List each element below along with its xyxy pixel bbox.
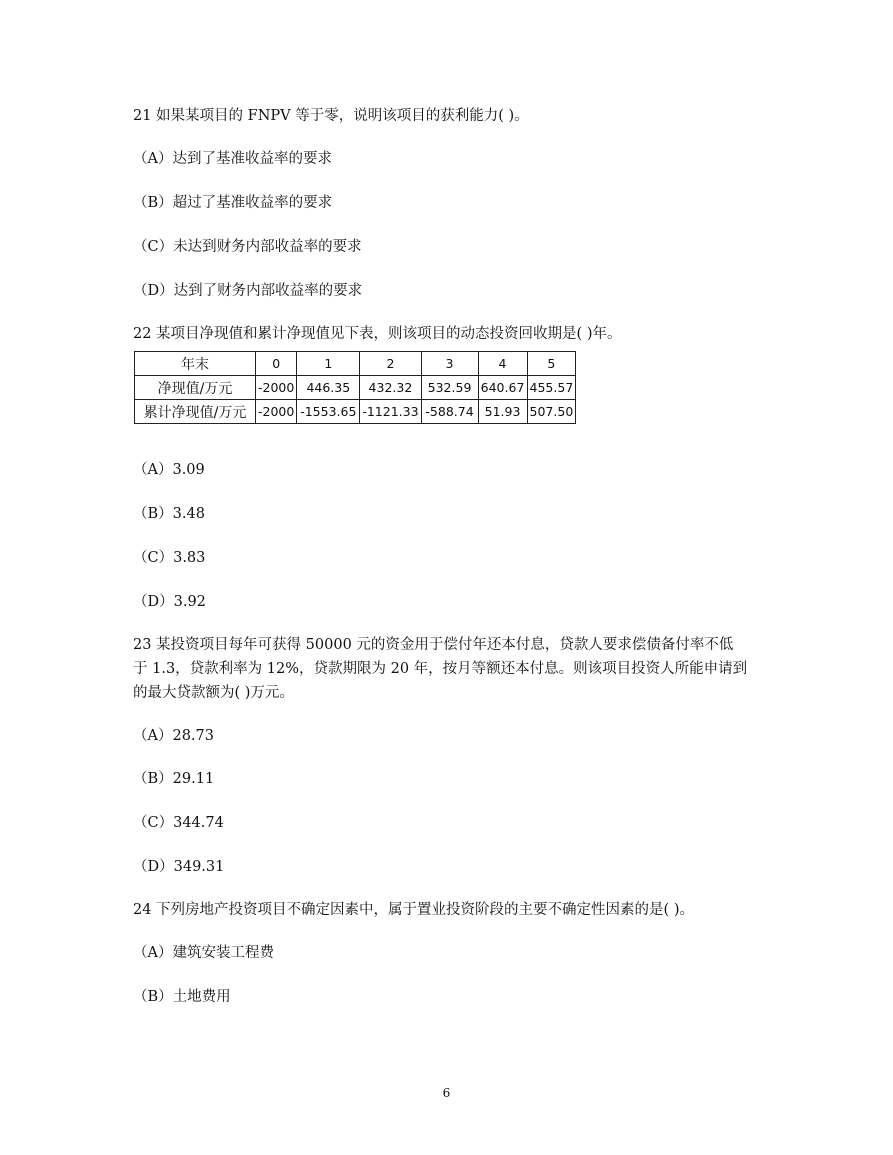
- question-24-stem: 24 下列房地产投资项目不确定因素中，属于置业投资阶段的主要不确定性因素的是( )。: [133, 902, 694, 918]
- question-23-stem-line-3: 的最大贷款额为( )万元。: [133, 685, 294, 701]
- table-cell: -588.74: [421, 400, 478, 424]
- question-23-option-c: （C）344.74: [133, 815, 224, 831]
- page-number: 6: [442, 1086, 451, 1100]
- table-cell: 446.35: [297, 376, 360, 400]
- question-23-option-a: （A）28.73: [133, 728, 214, 744]
- question-21-option-b: （B）超过了基准收益率的要求: [133, 195, 333, 211]
- table-cell: 累计净现值/万元: [135, 400, 256, 424]
- table-cell: -2000: [256, 376, 297, 400]
- question-24-option-b: （B）土地费用: [133, 989, 231, 1005]
- table-cell: 532.59: [421, 376, 478, 400]
- question-22-option-a: （A）3.09: [133, 462, 205, 478]
- npv-table: [134, 351, 576, 424]
- question-23-option-d: （D）349.31: [133, 859, 225, 875]
- question-21-option-d: （D）达到了财务内部收益率的要求: [133, 283, 363, 299]
- table-cell: -1121.33: [360, 400, 421, 424]
- table-cell: 2: [360, 352, 421, 376]
- table-cell: 51.93: [478, 400, 527, 424]
- table-cell: 净现值/万元: [135, 376, 256, 400]
- question-23-option-b: （B）29.11: [133, 771, 215, 787]
- question-23-stem-line-1: 23 某投资项目每年可获得 50000 元的资金用于偿付年还本付息，贷款人要求偿债备付率不低: [133, 637, 734, 653]
- question-22-stem: 22 某项目净现值和累计净现值见下表，则该项目的动态投资回收期是( )年。: [133, 326, 622, 342]
- table-cell: 0: [256, 352, 297, 376]
- table-cell: 455.57: [527, 376, 576, 400]
- table-cell: -2000: [256, 400, 297, 424]
- question-23-stem-line-2: 于 1.3，贷款利率为 12%，贷款期限为 20 年，按月等额还本付息。则该项目投资人所能申请到: [133, 661, 748, 677]
- table-cell: 年末: [135, 352, 256, 376]
- question-22-option-c: （C）3.83: [133, 550, 206, 566]
- table-header-row: [135, 352, 576, 376]
- question-21-stem: 21 如果某项目的 FNPV 等于零，说明该项目的获利能力( )。: [133, 108, 529, 124]
- table-row: [135, 376, 576, 400]
- question-22-option-d: （D）3.92: [133, 594, 206, 610]
- table-cell: 432.32: [360, 376, 421, 400]
- table-cell: -1553.65: [297, 400, 360, 424]
- question-21-option-c: （C）未达到财务内部收益率的要求: [133, 239, 362, 255]
- question-22-option-b: （B）3.48: [133, 506, 205, 522]
- question-24-option-a: （A）建筑安装工程费: [133, 945, 274, 961]
- table-cell: 3: [421, 352, 478, 376]
- table-cell: 4: [478, 352, 527, 376]
- table-cell: 507.50: [527, 400, 576, 424]
- table-row: [135, 400, 576, 424]
- table-cell: 1: [297, 352, 360, 376]
- table-cell: 5: [527, 352, 576, 376]
- question-21-option-a: （A）达到了基准收益率的要求: [133, 151, 332, 167]
- table-cell: 640.67: [478, 376, 527, 400]
